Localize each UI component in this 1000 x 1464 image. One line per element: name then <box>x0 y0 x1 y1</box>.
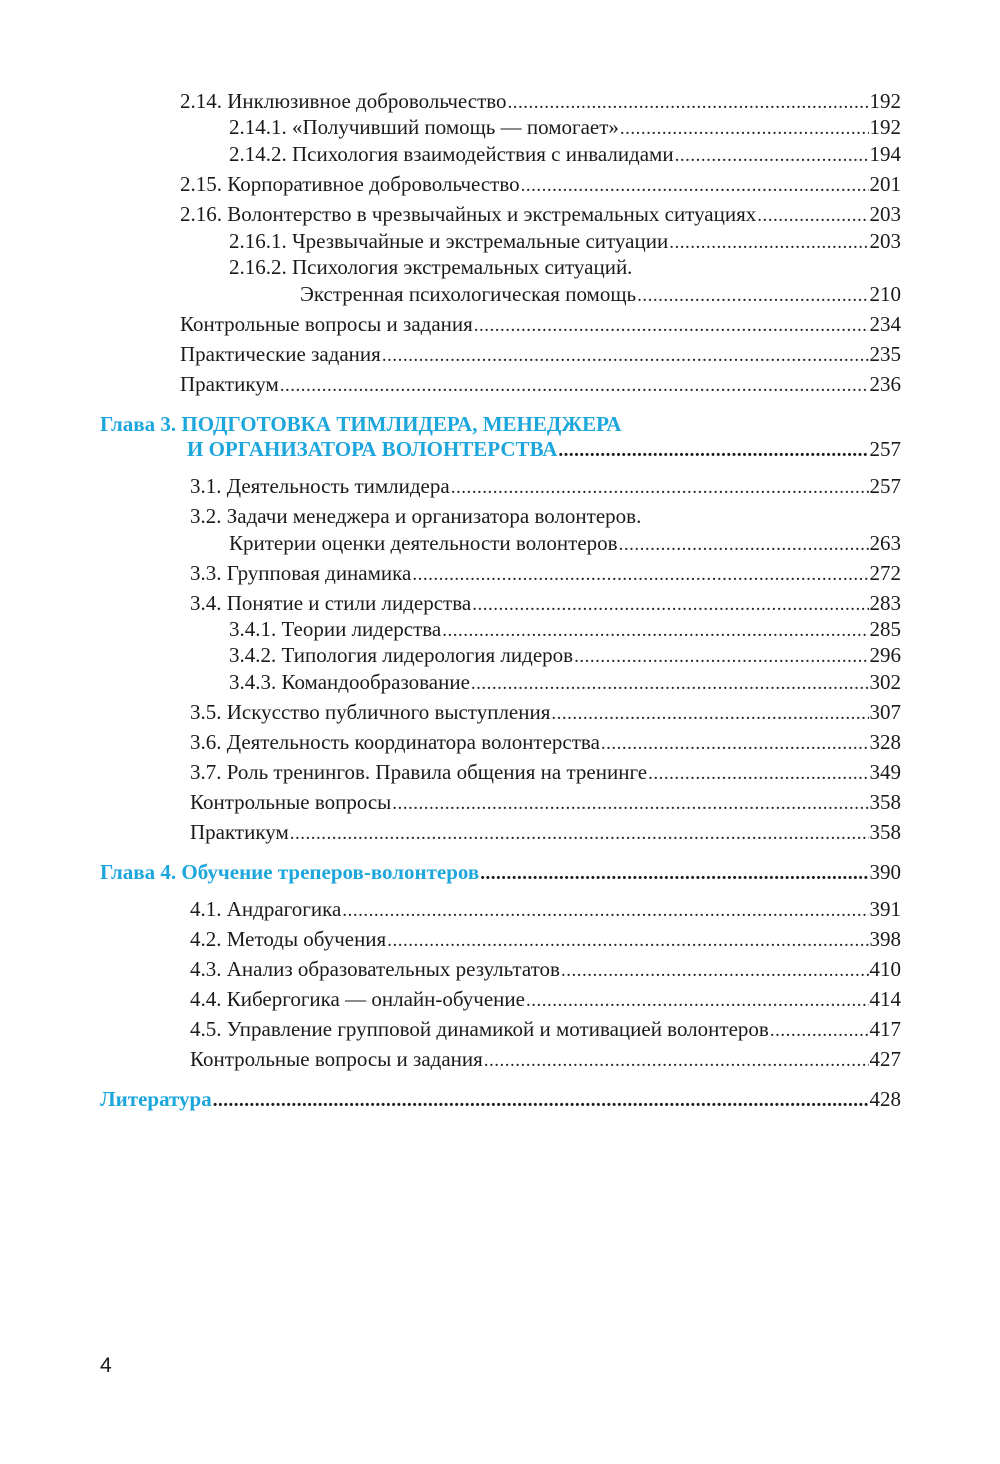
dot-leader <box>526 987 869 1015</box>
toc-entry-practical-tasks[interactable]: Практические задания ..... 235 <box>180 340 901 368</box>
toc-entry-3-4-3[interactable]: 3.4.3. Командообразование ..... 302 <box>229 668 901 696</box>
dot-leader <box>669 229 868 257</box>
dot-leader <box>601 730 869 758</box>
page-number: 4 <box>100 1354 112 1377</box>
toc-entry-practicum-2[interactable]: Практикум ..... 236 <box>180 370 901 398</box>
dot-leader <box>280 372 869 400</box>
dot-leader <box>561 957 869 985</box>
toc-entry-2-14-1[interactable]: 2.14.1. «Получивший помощь — помогает» ..... 192 <box>229 113 901 141</box>
dot-leader <box>620 115 869 143</box>
toc-entry-3-1[interactable]: 3.1. Деятельность тимлидера ..... 257 <box>190 472 901 500</box>
toc-entry-2-14[interactable]: 2.14. Инклюзивное добровольчество ..... 192 <box>180 87 901 115</box>
toc-entry-3-2-line1[interactable]: 3.2. Задачи менеджера и организатора волонтеров. <box>190 504 642 528</box>
dot-leader <box>637 282 868 310</box>
toc-entry-2-15[interactable]: 2.15. Корпоративное добровольчество ..... 201 <box>180 170 901 198</box>
dot-leader <box>342 897 868 925</box>
dot-leader <box>574 643 868 671</box>
dot-leader <box>757 202 868 230</box>
toc-entry-2-16-2-line1[interactable]: 2.16.2. Психология экстремальных ситуаций. <box>229 255 633 279</box>
toc-entry-3-2-line2[interactable]: Критерии оценки деятельности волонтеров ..... 263 <box>229 529 901 557</box>
dot-leader <box>551 700 868 728</box>
literature-heading[interactable]: Литература ..... 428 <box>100 1085 901 1113</box>
dot-leader <box>648 760 868 788</box>
dot-leader <box>387 927 868 955</box>
toc-entry-2-16[interactable]: 2.16. Волонтерство в чрезвычайных и экстремальных ситуациях ..... 203 <box>180 200 901 228</box>
toc-entry-control-questions-2[interactable]: Контрольные вопросы и задания ..... 234 <box>180 310 901 338</box>
toc-entry-3-4-2[interactable]: 3.4.2. Типология лидерология лидеров ..... 296 <box>229 641 901 669</box>
toc-entry-control-questions-3[interactable]: Контрольные вопросы ..... 358 <box>190 788 901 816</box>
dot-leader <box>451 474 869 502</box>
dot-leader <box>474 312 869 340</box>
chapter-3-heading-line1[interactable]: Глава 3. ПОДГОТОВКА ТИМЛИДЕРА, МЕНЕДЖЕРА <box>100 412 622 436</box>
dot-leader <box>412 561 868 589</box>
toc-entry-3-4-1[interactable]: 3.4.1. Теории лидерства ..... 285 <box>229 615 901 643</box>
dot-leader <box>675 142 869 170</box>
toc-entry-practicum-3[interactable]: Практикум ..... 358 <box>190 818 901 846</box>
toc-entry-4-5[interactable]: 4.5. Управление групповой динамикой и мотивацией волонтеров ..... 417 <box>190 1015 901 1043</box>
dot-leader <box>521 172 869 200</box>
toc-entry-4-2[interactable]: 4.2. Методы обучения ..... 398 <box>190 925 901 953</box>
dot-leader <box>484 1047 869 1075</box>
dot-leader <box>480 860 868 888</box>
toc-entry-3-6[interactable]: 3.6. Деятельность координатора волонтерства ..... 328 <box>190 728 901 756</box>
dot-leader <box>382 342 869 370</box>
toc-entry-2-16-1[interactable]: 2.16.1. Чрезвычайные и экстремальные ситуации ..... 203 <box>229 227 901 255</box>
dot-leader <box>392 790 868 818</box>
dot-leader <box>213 1087 869 1115</box>
toc-entry-4-1[interactable]: 4.1. Андрагогика ..... 391 <box>190 895 901 923</box>
toc-entry-3-5[interactable]: 3.5. Искусство публичного выступления ..... 307 <box>190 698 901 726</box>
toc-entry-control-questions-4[interactable]: Контрольные вопросы и задания ..... 427 <box>190 1045 901 1073</box>
dot-leader <box>471 670 869 698</box>
dot-leader <box>619 531 869 559</box>
toc-entry-3-7[interactable]: 3.7. Роль тренингов. Правила общения на тренинге ..... 349 <box>190 758 901 786</box>
toc-entry-2-16-2-line2[interactable]: Экстренная психологическая помощь ..... 210 <box>300 280 901 308</box>
chapter-4-heading[interactable]: Глава 4. Обучение треперов-волонтеров ..... 390 <box>100 858 901 886</box>
dot-leader <box>558 437 868 465</box>
toc-entry-4-4[interactable]: 4.4. Кибергогика — онлайн-обучение ..... 414 <box>190 985 901 1013</box>
toc-entry-3-3[interactable]: 3.3. Групповая динамика ..... 272 <box>190 559 901 587</box>
toc-entry-3-4[interactable]: 3.4. Понятие и стили лидерства ..... 283 <box>190 589 901 617</box>
toc-entry-2-14-2[interactable]: 2.14.2. Психология взаимодействия с инвалидами ..... 194 <box>229 140 901 168</box>
chapter-3-heading-line2[interactable]: И ОРГАНИЗАТОРА ВОЛОНТЕРСТВА ..... 257 <box>187 435 901 463</box>
toc-entry-4-3[interactable]: 4.3. Анализ образовательных результатов ..... 410 <box>190 955 901 983</box>
dot-leader <box>770 1017 869 1045</box>
dot-leader <box>290 820 869 848</box>
